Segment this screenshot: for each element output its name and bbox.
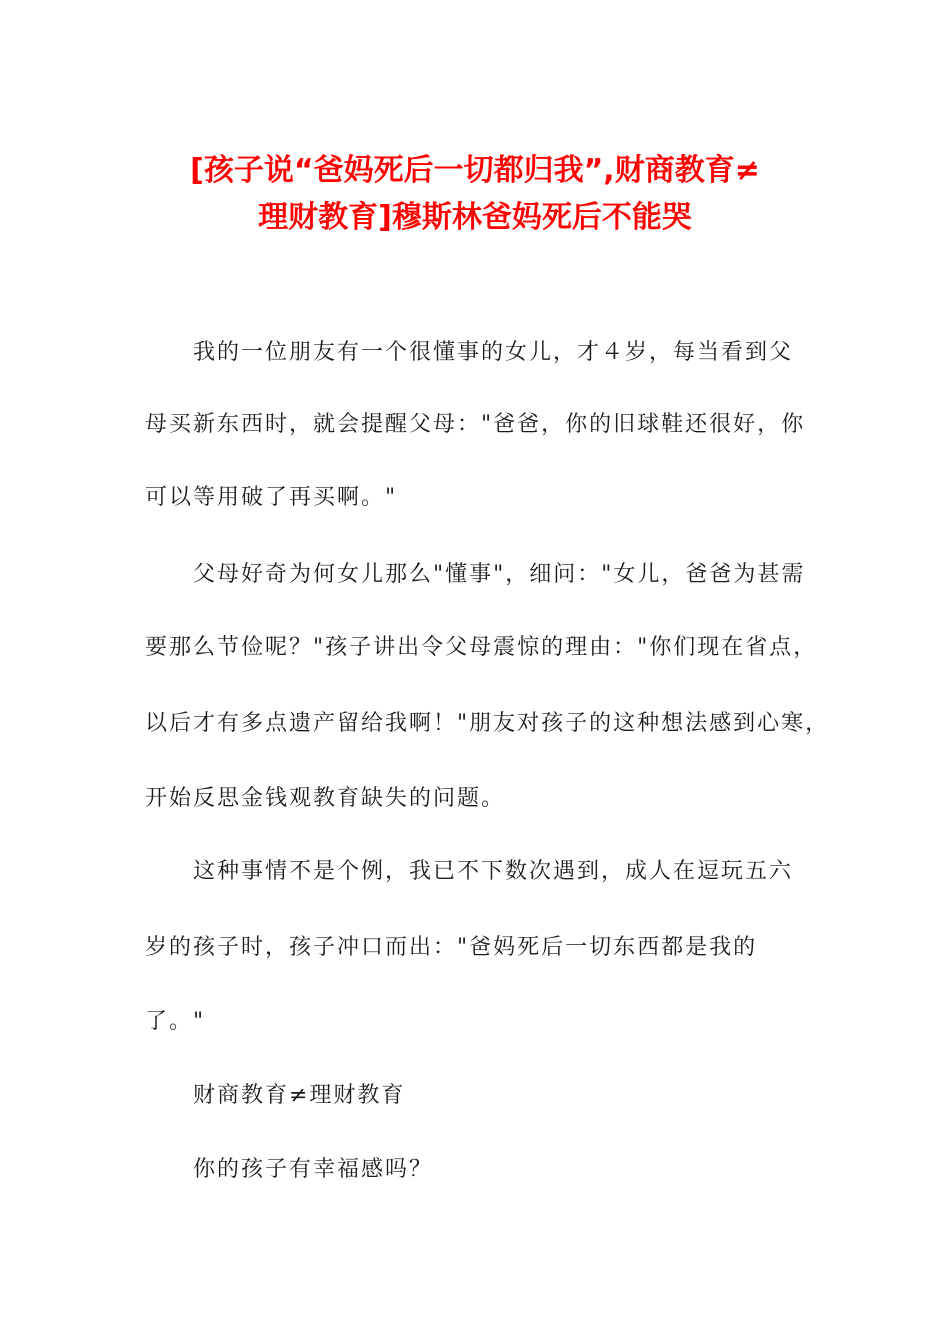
section-heading-happiness: 你的孩子有幸福感吗？ xyxy=(193,1157,434,1182)
document-title-line-1: [孩子说“爸妈死后一切都归我”,财商教育≠ xyxy=(190,153,760,188)
body-line-9: 岁的孩子时，孩子冲口而出："爸妈死后一切东西都是我的 xyxy=(145,935,758,960)
body-line-2: 母买新东西时，就会提醒父母："爸爸，你的旧球鞋还很好，你 xyxy=(145,412,806,437)
body-line-7: 开始反思金钱观教育缺失的问题。 xyxy=(145,786,506,811)
body-line-6: 以后才有多点遗产留给我啊！"朋友对孩子的这种想法感到心寒， xyxy=(145,711,830,736)
body-line-3: 可以等用破了再买啊。" xyxy=(145,485,398,510)
document-title-line-2: 理财教育]穆斯林爸妈死后不能哭 xyxy=(258,200,692,235)
body-line-10: 了。" xyxy=(145,1009,206,1034)
body-line-4: 父母好奇为何女儿那么"懂事"，细问："女儿，爸爸为甚需 xyxy=(193,562,806,587)
section-heading-financial-education: 财商教育≠理财教育 xyxy=(193,1083,406,1108)
body-line-5: 要那么节俭呢？"孩子讲出令父母震惊的理由："你们现在省点， xyxy=(145,635,818,660)
body-line-1: 我的一位朋友有一个很懂事的女儿，才４岁，每当看到父 xyxy=(193,340,794,365)
body-line-8: 这种事情不是个例，我已不下数次遇到，成人在逗玩五六 xyxy=(193,859,794,884)
